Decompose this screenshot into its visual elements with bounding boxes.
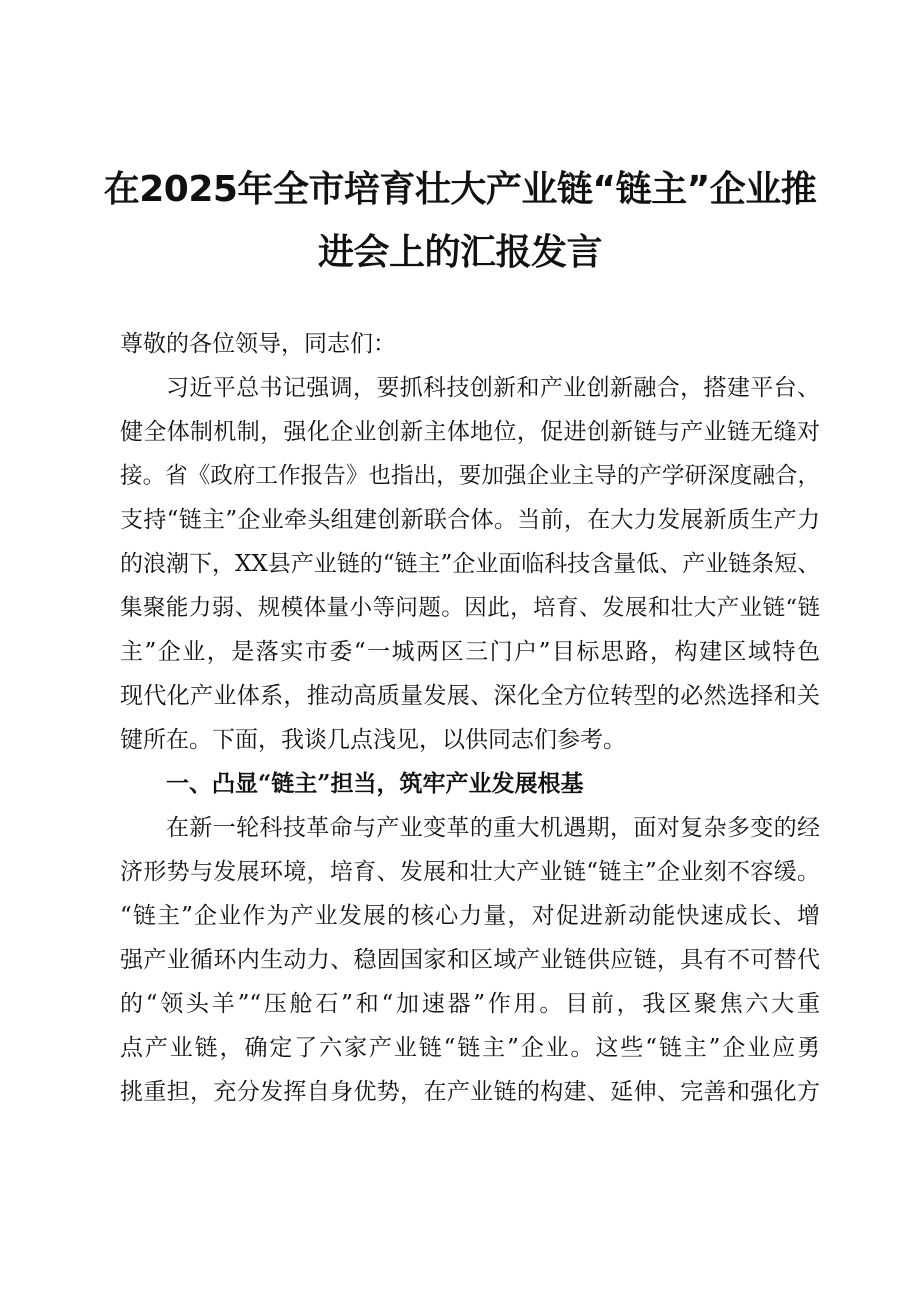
paragraph-1-line: 健全体制机制，强化企业创新主体地位，促进创新链与产业链无缝对 — [120, 419, 820, 445]
paragraph-1-line: 主”企业，是落实市委“一城两区三门户”目标思路，构建区域特色 — [120, 639, 820, 665]
paragraph-1-line: 集聚能力弱、规模体量小等问题。因此，培育、发展和壮大产业链“链 — [120, 595, 820, 621]
document-title-line-1: 在2025年全市培育壮大产业链“链主”企业推 — [103, 169, 817, 210]
paragraph-1-line: 习近平总书记强调，要抓科技创新和产业创新融合，搭建平台、 — [166, 375, 820, 401]
paragraph-1-line: 接。省《政府工作报告》也指出，要加强企业主导的产学研深度融合， — [120, 463, 820, 489]
paragraph-2-line: 济形势与发展环境，培育、发展和壮大产业链“链主”企业刻不容缓。 — [120, 859, 820, 885]
document-title-line-2: 进会上的汇报发言 — [317, 232, 602, 273]
paragraph-1-line: 的浪潮下，XX县产业链的“链主”企业面临科技含量低、产业链条短、 — [120, 551, 821, 577]
paragraph-1-line: 现代化产业体系，推动高质量发展、深化全方位转型的必然选择和关 — [120, 683, 820, 709]
section-heading-1: 一、凸显“链主”担当，筑牢产业发展根基 — [166, 770, 584, 797]
paragraph-2-line: 挑重担，充分发挥自身优势，在产业链的构建、延伸、完善和强化方 — [120, 1079, 820, 1105]
paragraph-2-line: 点产业链，确定了六家产业链“链主”企业。这些“链主”企业应勇 — [120, 1035, 820, 1061]
salutation: 尊敬的各位领导，同志们： — [120, 331, 396, 357]
paragraph-1-line: 键所在。下面，我谈几点浅见，以供同志们参考。 — [120, 727, 626, 753]
paragraph-1-line: 支持“链主”企业牵头组建创新联合体。当前，在大力发展新质生产力 — [120, 507, 820, 533]
paragraph-2-line: 强产业循环内生动力、稳固国家和区域产业链供应链，具有不可替代 — [120, 947, 820, 973]
paragraph-2-line: 在新一轮科技革命与产业变革的重大机遇期，面对复杂多变的经 — [166, 815, 820, 841]
paragraph-2-line: 的“领头羊”“压舱石”和“加速器”作用。目前，我区聚焦六大重 — [120, 991, 820, 1017]
paragraph-2-line: “链主”企业作为产业发展的核心力量，对促进新动能快速成长、增 — [120, 903, 820, 929]
